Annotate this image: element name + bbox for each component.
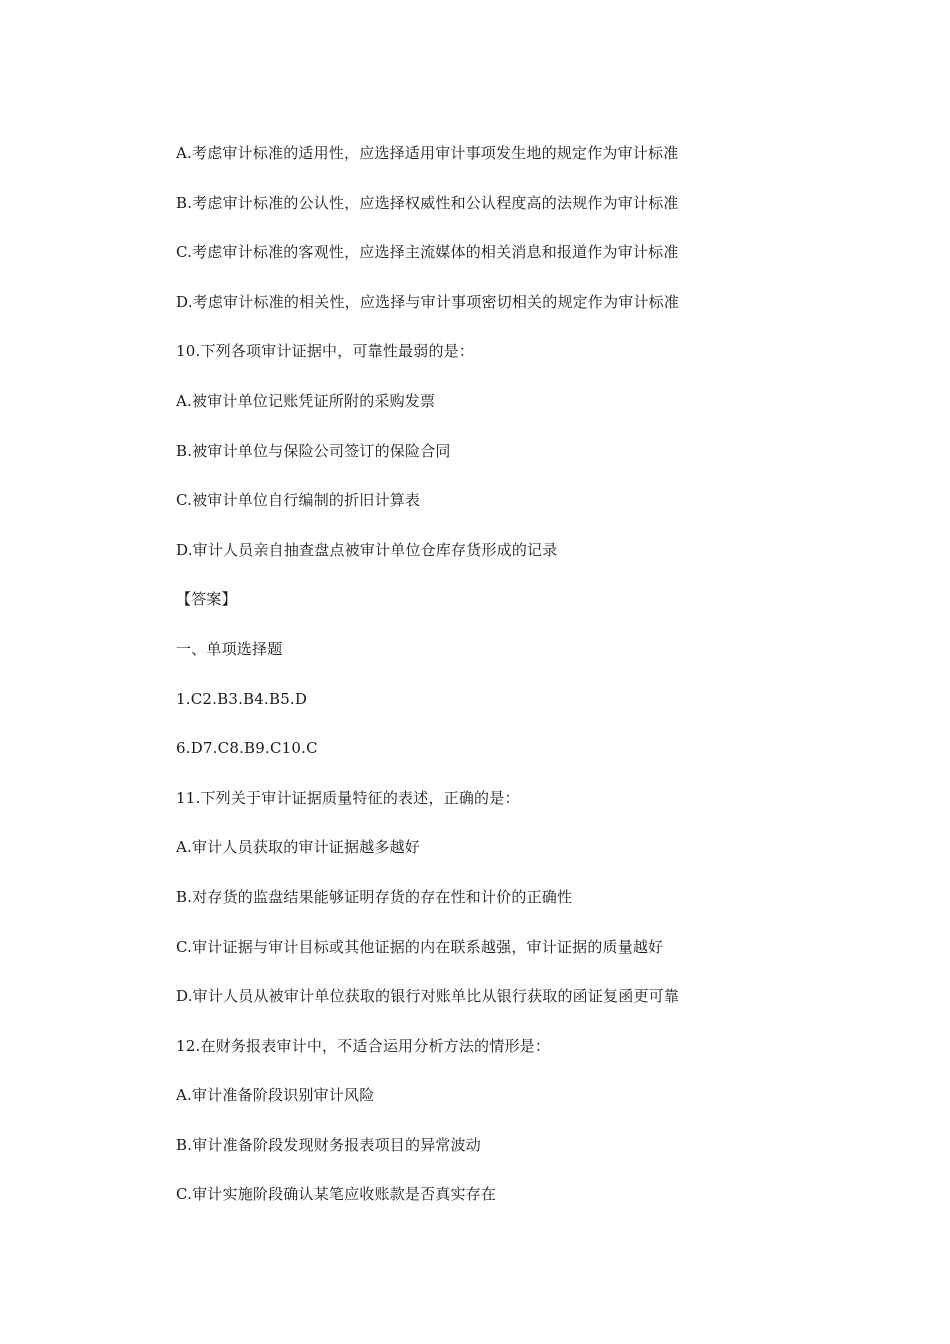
section-heading: 一、单项选择题 <box>176 639 283 658</box>
q11-option-c: C.审计证据与审计目标或其他证据的内在联系越强，审计证据的质量越好 <box>176 937 664 956</box>
q9-option-c: C.考虑审计标准的客观性，应选择主流媒体的相关消息和报道作为审计标准 <box>176 243 679 262</box>
question-12: 12.在财务报表审计中，不适合运用分析方法的情形是： <box>176 1036 551 1055</box>
q11-option-b: B.对存货的监盘结果能够证明存货的存在性和计价的正确性 <box>176 887 573 906</box>
q10-option-b: B.被审计单位与保险公司签订的保险合同 <box>176 441 451 460</box>
document-body <box>176 142 776 1233</box>
q10-option-c: C.被审计单位自行编制的折旧计算表 <box>176 491 421 510</box>
q10-option-a: A.被审计单位记账凭证所附的采购发票 <box>176 391 436 410</box>
question-11: 11.下列关于审计证据质量特征的表述，正确的是： <box>176 788 520 807</box>
q10-option-d: D.审计人员亲自抽查盘点被审计单位仓库存货形成的记录 <box>176 540 558 559</box>
q9-option-d: D.考虑审计标准的相关性，应选择与审计事项密切相关的规定作为审计标准 <box>176 292 680 311</box>
q11-option-d: D.审计人员从被审计单位获取的银行对账单比从银行获取的函证复函更可靠 <box>176 987 680 1006</box>
q9-option-a: A.考虑审计标准的适用性，应选择适用审计事项发生地的规定作为审计标准 <box>176 144 679 162</box>
answer-heading: 【答案】 <box>176 590 237 609</box>
question-10: 10.下列各项审计证据中，可靠性最弱的是： <box>176 342 475 361</box>
q12-option-c: C.审计实施阶段确认某笔应收账款是否真实存在 <box>176 1185 497 1204</box>
q11-option-a: A.审计人员获取的审计证据越多越好 <box>176 838 421 857</box>
q12-option-a: A.审计准备阶段识别审计风险 <box>176 1086 375 1105</box>
answers-6-10: 6.D7.C8.B9.C10.C <box>176 739 318 758</box>
answers-1-5: 1.C2.B3.B4.B5.D <box>176 689 308 708</box>
q12-option-b: B.审计准备阶段发现财务报表项目的异常波动 <box>176 1135 481 1154</box>
q9-option-b: B.考虑审计标准的公认性，应选择权威性和公认程度高的法规作为审计标准 <box>176 193 679 212</box>
